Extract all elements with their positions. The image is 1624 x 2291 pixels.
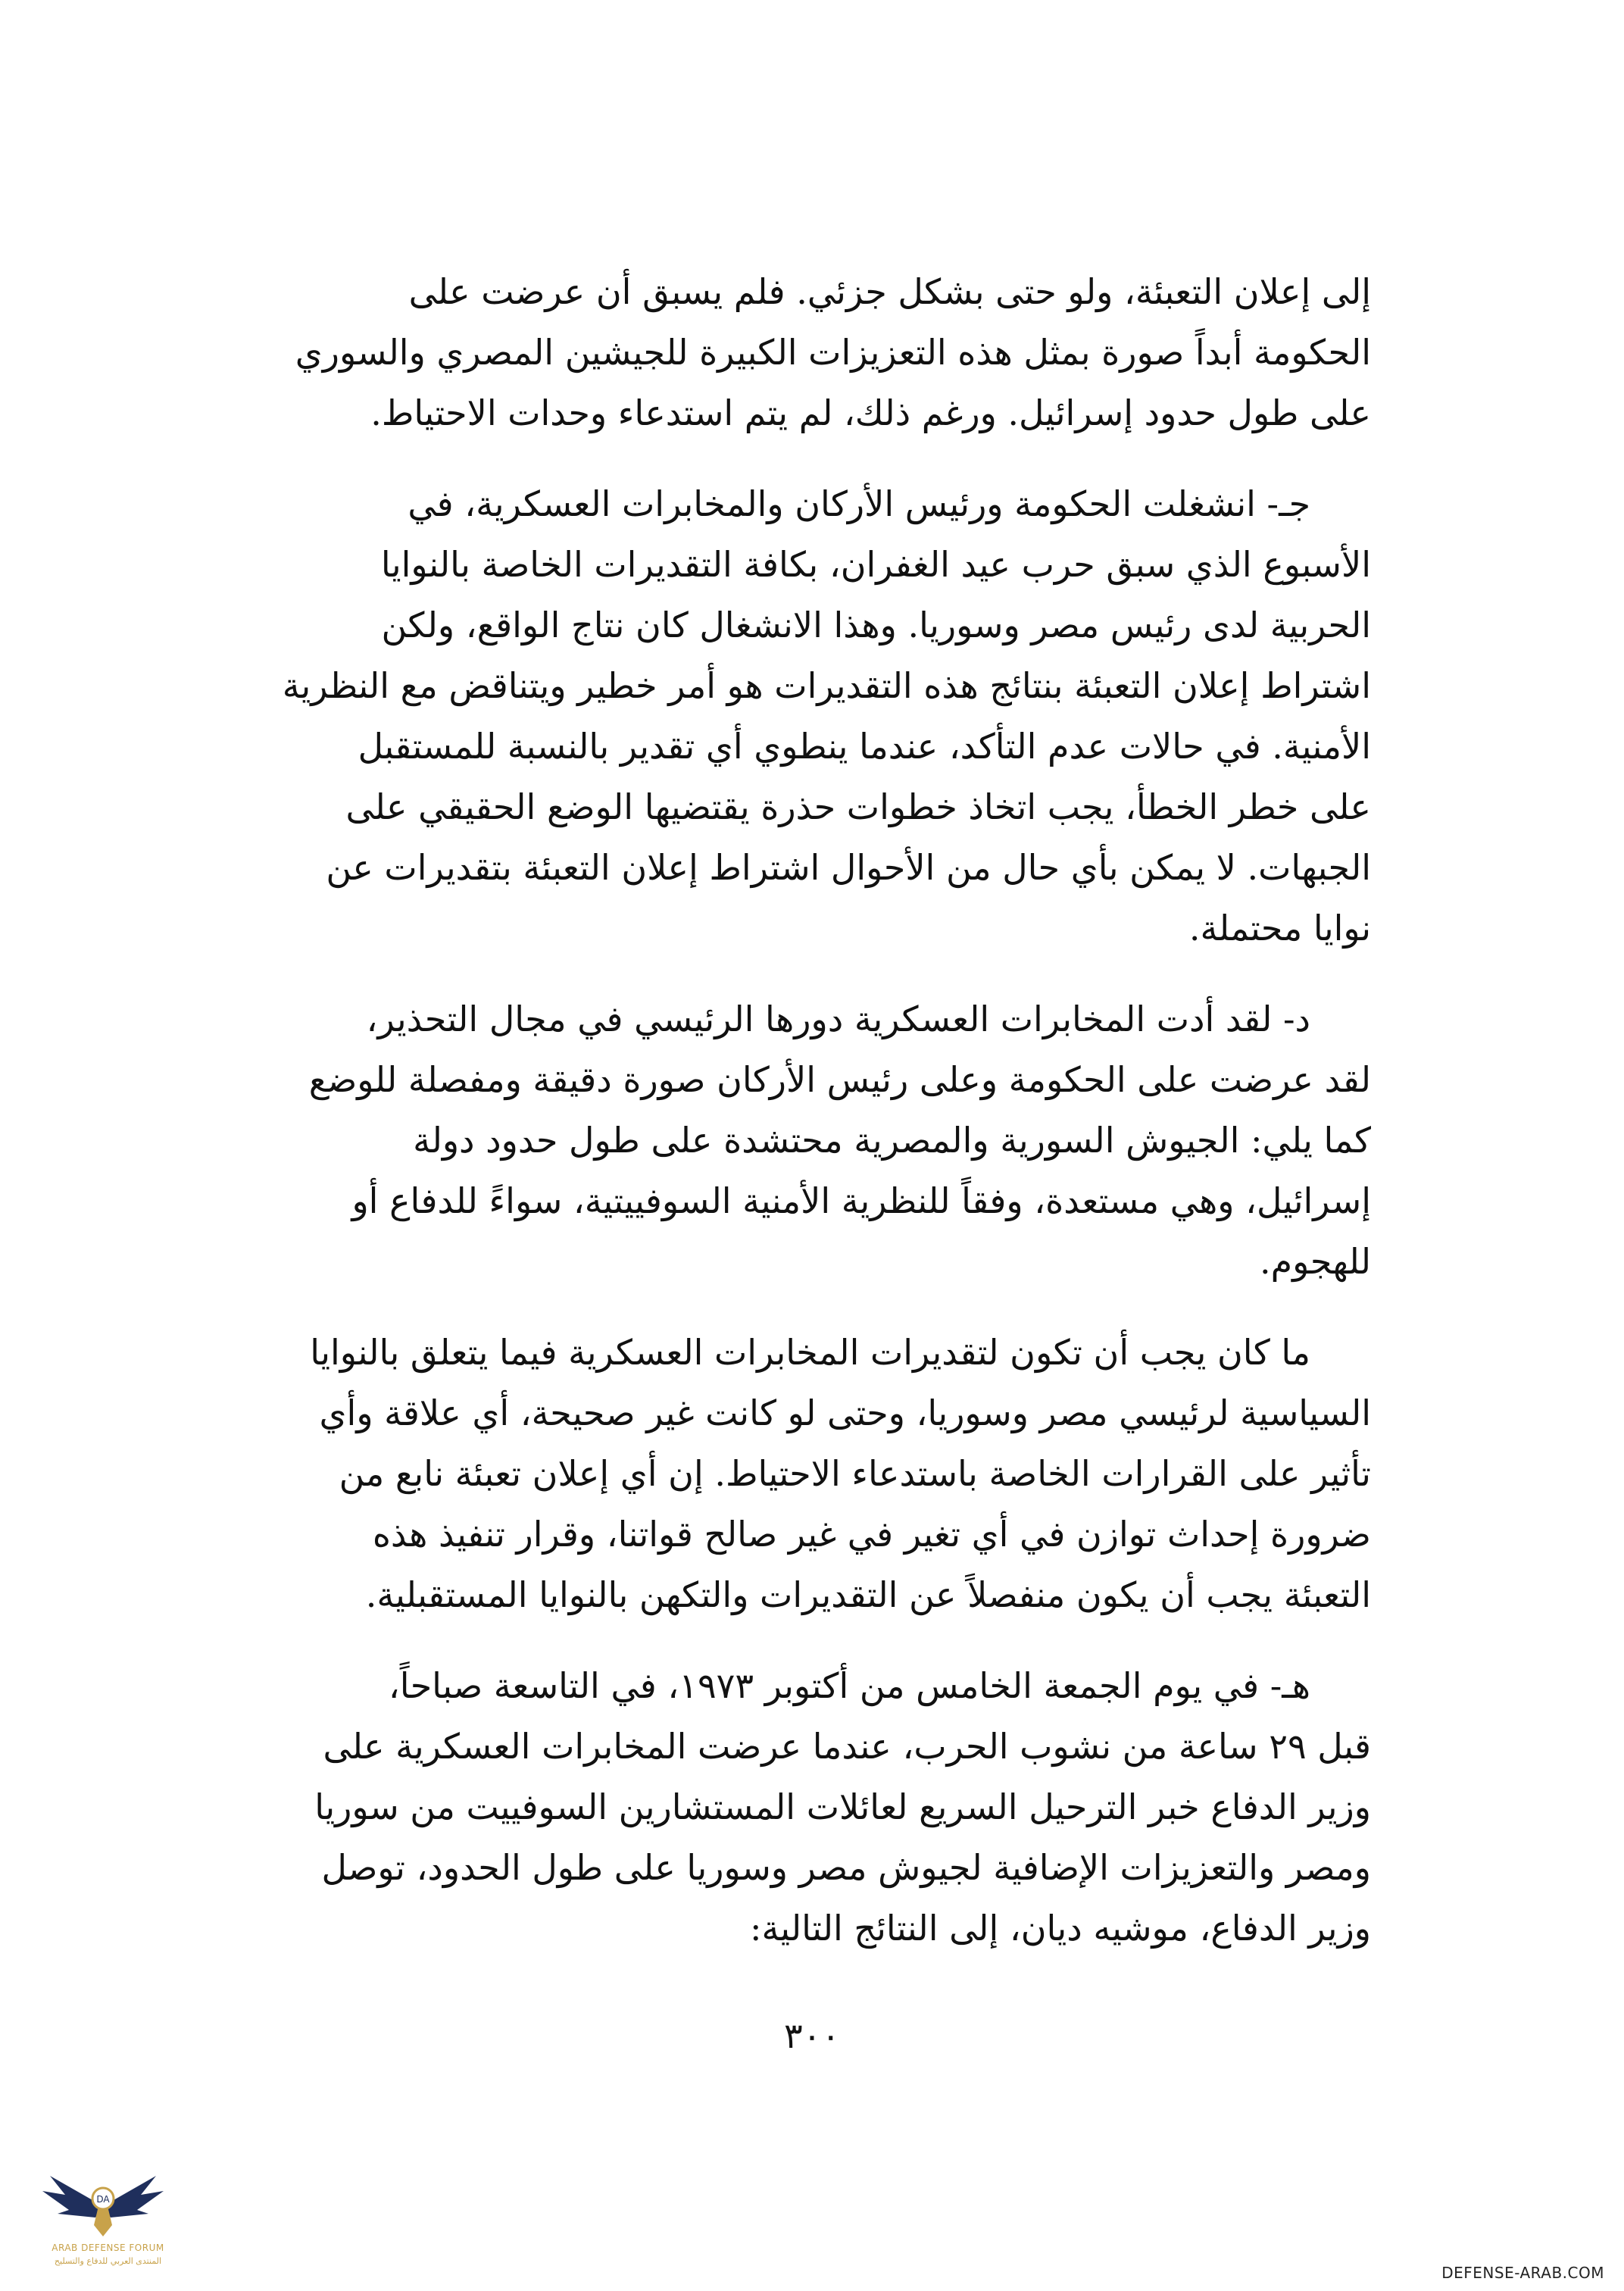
text-line: الحربية لدى رئيس مصر وسوريا. وهذا الانشغال كان نتاج الواقع، ولكن [381,605,1371,645]
text-line: الأسبوع الذي سبق حرب عيد الغفران، بكافة التقديرات الخاصة بالنوايا [380,544,1371,585]
logo-subtitle: المنتدى العربي للدفاع والتسليح [54,2256,162,2266]
paragraph-ha [250,1655,1371,1958]
text-line: كما يلي: الجيوش السورية والمصرية محتشدة على طول حدود دولة [413,1120,1371,1161]
text-line: إسرائيل، وهي مستعدة، وفقاً للنظرية الأمنية السوفييتية، سواءً للدفاع أو [351,1180,1371,1221]
text-line: إلى إعلان التعبئة، ولو حتى بشكل جزئي. فلم يسبق أن عرضت على [408,271,1371,312]
text-line: لقد عرضت على الحكومة وعلى رئيس الأركان صورة دقيقة ومفصلة للوضع [308,1059,1371,1100]
text-line: ومصر والتعزيزات الإضافية لجيوش مصر وسوريا على طول الحدود، توصل [321,1847,1371,1888]
text-line: الحكومة أبداً صورة بمثل هذه التعزيزات الكبيرة للجيشين المصري والسوري [295,332,1371,373]
svg-text:DA: DA [96,2194,110,2205]
text-line: جـ- انشغلت الحكومة ورئيس الأركان والمخابرات العسكرية، في [408,483,1310,524]
text-line: د- لقد أدت المخابرات العسكرية دورها الرئيسي في مجال التحذير، [366,999,1310,1039]
text-line: اشتراط إعلان التعبئة بنتائج هذه التقديرات هو أمر خطير ويتناقض مع النظرية [282,665,1371,706]
logo-title: ARAB DEFENSE FORUM [52,2243,164,2253]
text-line: وزير الدفاع خبر الترحيل السريع لعائلات المستشارين السوفييت من سوريا [314,1786,1371,1827]
text-line: تأثير على القرارات الخاصة باستدعاء الاحتياط. إن أي إعلان تعبئة نابع من [339,1453,1371,1494]
text-line: هـ- في يوم الجمعة الخامس من أكتوبر ١٩٧٣، في التاسعة صباحاً، [388,1665,1310,1706]
text-line: ما كان يجب أن تكون لتقديرات المخابرات العسكرية فيما يتعلق بالنوايا [310,1332,1310,1373]
text-line: على خطر الخطأ، يجب اتخاذ خطوات حذرة يقتضيها الوضع الحقيقي على [345,786,1371,827]
text-line: وزير الدفاع، موشيه ديان، إلى النتائج التالية: [750,1908,1371,1949]
text-line: التعبئة يجب أن يكون منفصلاً عن التقديرات والتكهن بالنوايا المستقبلية. [365,1574,1371,1615]
paragraph-dal [250,989,1371,1292]
text-line: على طول حدود إسرائيل. ورغم ذلك، لم يتم استدعاء وحدات الاحتياط. [370,392,1371,433]
text-line: الجبهات. لا يمكن بأي حال من الأحوال اشتراط إعلان التعبئة بتقديرات عن [326,847,1371,888]
text-line: الأمنية. في حالات عدم التأكد، عندما ينطوي أي تقدير بالنسبة للمستقبل [358,726,1371,767]
text-line: ضرورة إحداث توازن في أي تغير في غير صالح قواتنا، وقرار تنفيذ هذه [372,1514,1371,1555]
text-line: نوايا محتملة. [1188,908,1371,949]
eagle-wings-icon [35,2153,171,2244]
site-watermark: DEFENSE-ARAB.COM [1441,2264,1604,2282]
paragraph-jim [250,474,1371,958]
arab-defense-forum-logo [35,2153,171,2282]
page-number: ٣٠٠ [783,2015,841,2056]
text-line: قبل ٢٩ ساعة من نشوب الحرب، عندما عرضت المخابرات العسكرية على [323,1726,1371,1767]
body-text [250,261,1371,1989]
paragraph-continuation [250,261,1371,443]
paragraph-ma-kana [250,1322,1371,1625]
text-line: السياسية لرئيسي مصر وسوريا، وحتى لو كانت غير صحيحة، أي علاقة وأي [319,1392,1371,1433]
text-line: للهجوم. [1259,1241,1371,1282]
